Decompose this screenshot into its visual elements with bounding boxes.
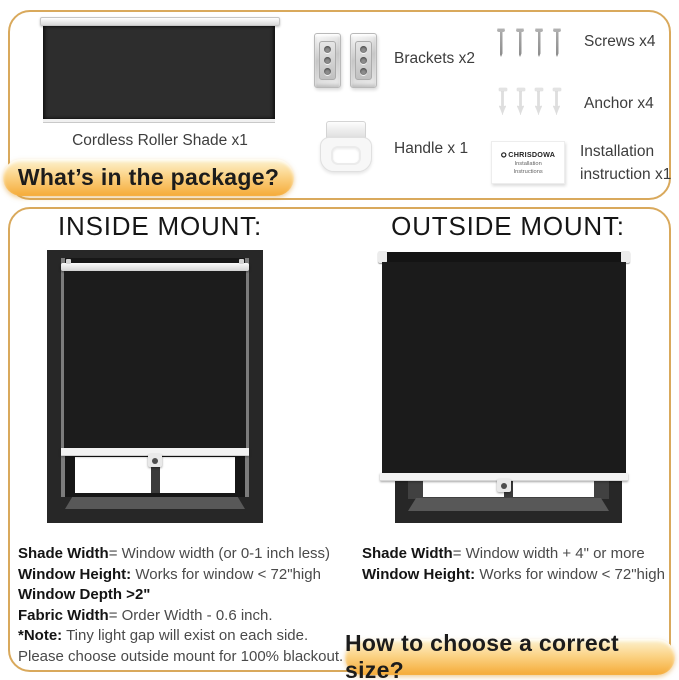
handle-hole bbox=[331, 146, 361, 165]
shade-header-rail bbox=[40, 17, 280, 26]
roller-shade-fabric-inside bbox=[64, 271, 246, 448]
bracket-hole-icon bbox=[360, 57, 367, 64]
anchor-icon bbox=[498, 88, 507, 115]
shade-mounting-rail bbox=[61, 263, 249, 271]
screws-label: Screws x4 bbox=[584, 33, 656, 50]
screw-icon bbox=[535, 28, 543, 58]
shade-fabric bbox=[43, 26, 275, 119]
anchor-icon bbox=[534, 88, 543, 115]
spec-value: = Order Width - 0.6 inch. bbox=[108, 606, 273, 624]
spec-value: Works for window < 72"high bbox=[131, 565, 321, 583]
shade-pull-handle bbox=[148, 454, 162, 467]
anchor-icon bbox=[552, 88, 561, 115]
roller-shade-fabric-outside bbox=[382, 262, 626, 473]
spec-term: Shade Width bbox=[362, 545, 453, 562]
spec-value: Works for window < 72"high bbox=[475, 565, 665, 583]
bracket-icon bbox=[350, 33, 377, 88]
bracket-hole-icon bbox=[360, 68, 367, 75]
handle-label: Handle x 1 bbox=[394, 140, 469, 157]
bracket-hole-icon bbox=[324, 57, 331, 64]
spec-line bbox=[18, 585, 343, 606]
anchor-icon bbox=[516, 88, 525, 115]
screw-icon bbox=[497, 28, 505, 58]
spec-value: = Window width + 4" or more bbox=[452, 545, 645, 562]
spec-line bbox=[18, 565, 343, 586]
handle-tab bbox=[326, 121, 366, 138]
instruction-card bbox=[491, 141, 565, 184]
spec-line bbox=[18, 647, 343, 668]
shade-pull-handle bbox=[497, 479, 511, 492]
spec-line bbox=[18, 626, 343, 647]
spec-term: Window Height: bbox=[18, 565, 132, 583]
spec-term: *Note: bbox=[18, 627, 63, 644]
inside-mount-window-illustration bbox=[47, 250, 263, 523]
outside-mount-heading: OUTSIDE MOUNT: bbox=[391, 211, 625, 241]
outside-mount-specs bbox=[362, 544, 665, 585]
chrisdowa-logo-icon bbox=[501, 151, 506, 156]
handle-icon bbox=[320, 121, 372, 173]
spec-term: Window Depth >2" bbox=[18, 586, 151, 603]
spec-line bbox=[18, 544, 343, 565]
roller-shade-image bbox=[40, 17, 280, 123]
bracket-plate bbox=[355, 41, 372, 80]
instruction-label-line-1: Installation bbox=[580, 143, 655, 160]
spec-line bbox=[362, 544, 665, 565]
spec-line bbox=[362, 565, 665, 586]
instruction-label bbox=[580, 140, 671, 186]
card-line-2: Instructions bbox=[513, 167, 543, 175]
anchor-label: Anchor x4 bbox=[584, 95, 654, 112]
whats-in-the-package-banner: What’s in the package? bbox=[3, 159, 294, 196]
bracket-hole-icon bbox=[324, 68, 331, 75]
spec-line bbox=[18, 606, 343, 627]
screw-icon bbox=[553, 28, 561, 58]
bracket-icon bbox=[314, 33, 341, 88]
instruction-label-line-2: instruction x1 bbox=[580, 166, 672, 183]
card-line-1: Installation bbox=[514, 159, 542, 167]
handle-body bbox=[320, 137, 372, 172]
roller-shade-outside bbox=[380, 252, 628, 493]
bracket-hole-icon bbox=[324, 46, 331, 53]
brackets-label: Brackets x2 bbox=[394, 50, 475, 67]
inside-mount-heading: INSIDE MOUNT: bbox=[58, 211, 262, 241]
spec-value: Tiny light gap will exist on each side. bbox=[62, 627, 309, 644]
instruction-card-content bbox=[501, 150, 555, 175]
bracket-hole-icon bbox=[360, 46, 367, 53]
window-sill bbox=[65, 497, 245, 509]
bracket-plate bbox=[319, 41, 336, 80]
spec-value: Please choose outside mount for 100% blackout. bbox=[18, 647, 344, 665]
spec-value: = Window width (or 0-1 inch less) bbox=[108, 545, 331, 562]
inside-mount-specs bbox=[18, 544, 343, 667]
shade-bottom-bar bbox=[43, 119, 275, 123]
screw-icon bbox=[516, 28, 524, 58]
spec-term: Fabric Width bbox=[18, 606, 109, 624]
spec-term: Window Height: bbox=[362, 565, 476, 583]
spec-term: Shade Width bbox=[18, 545, 109, 562]
roller-shade-label: Cordless Roller Shade x1 bbox=[72, 132, 248, 149]
window-sill bbox=[408, 498, 609, 511]
how-to-choose-size-banner: How to choose a correct size? bbox=[345, 639, 675, 675]
brand-name: CHRISDOWA bbox=[508, 149, 556, 159]
brand-row bbox=[501, 150, 555, 158]
